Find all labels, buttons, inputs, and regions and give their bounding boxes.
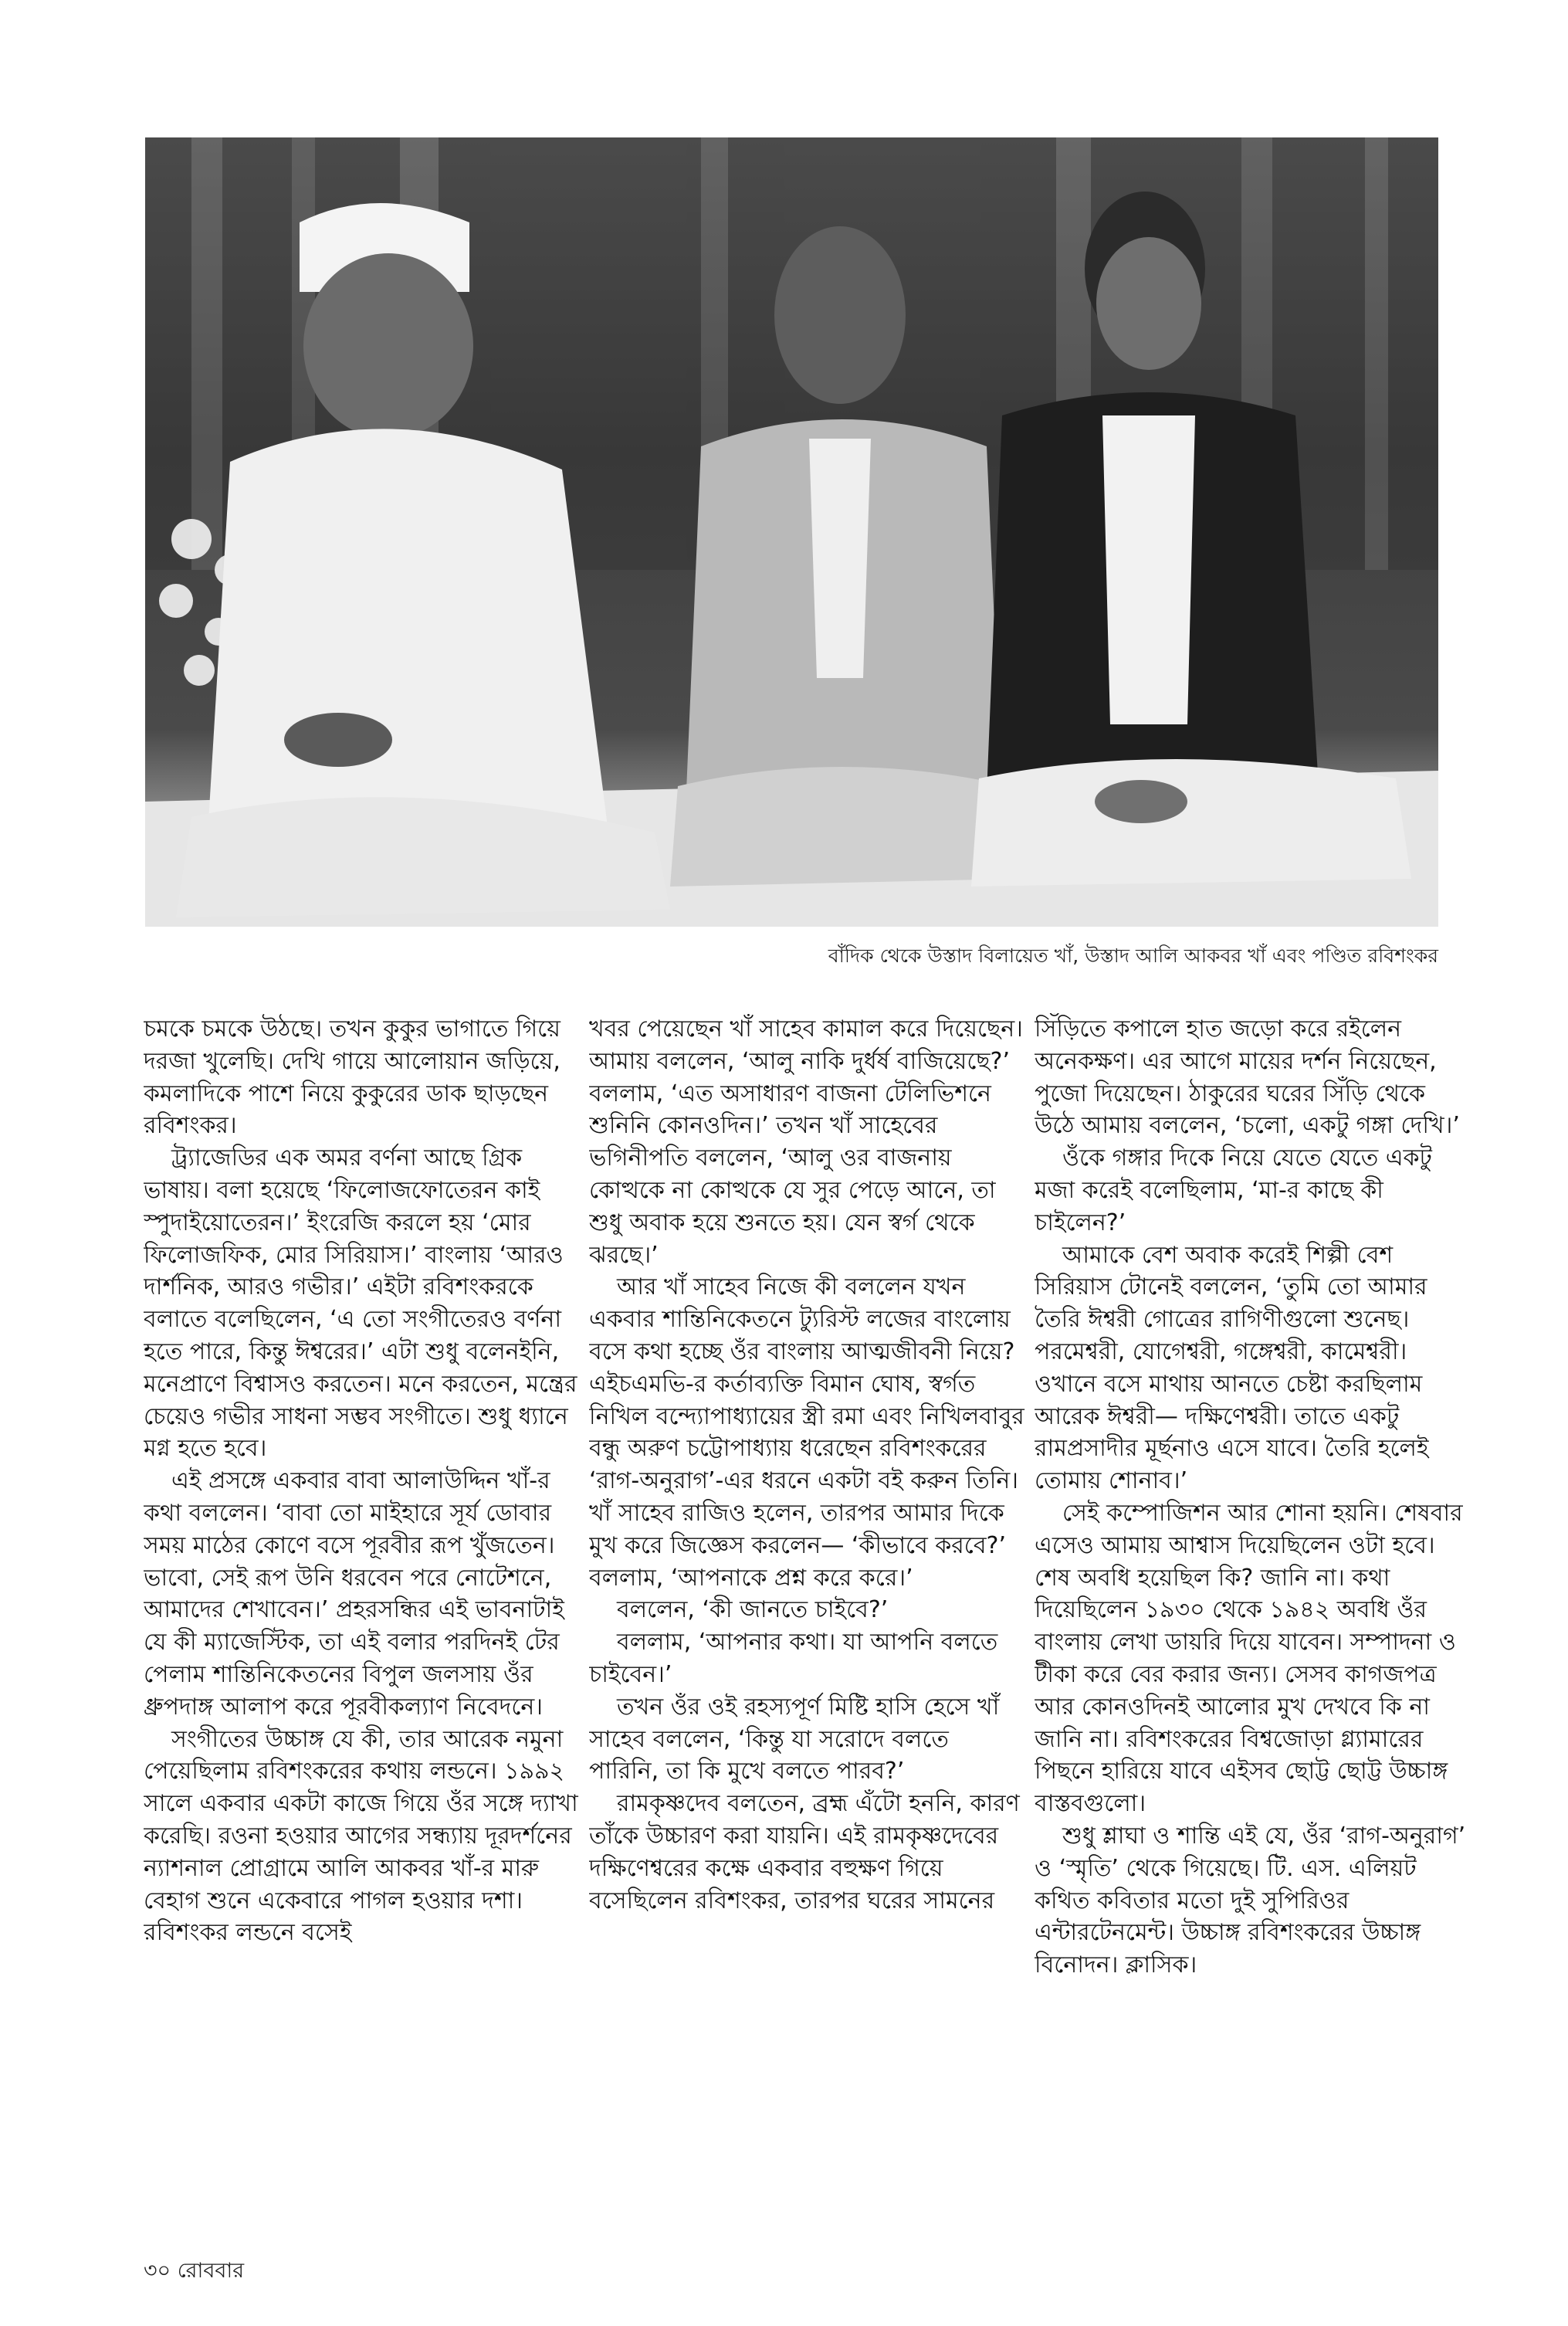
paragraph: বললেন, ‘কী জানতে চাইবে?’ bbox=[617, 1596, 889, 1624]
paragraph: সেই কম্পোজিশন আর শোনা হয়নি। শেষবার এসেও আমায় আশ্বাস দিয়েছিলেন ওটা হবে। শেষ অবধি হয়েছিল কি? জানি না। কথা দিয়েছিলেন ১৯৩০ থেকে ১৯৪২ অবধি ওঁর বাংলায় লেখা ডায়রি দিয়ে যাবেন। সম্পাদনা ও টীকা করে বের করার জন্য। সেসব কাগজপত্র আর কোনওদিনই আলোর মুখ দেখবে কি না জানি না। রবিশংকরের বিশ্বজোড়া গ্ল্যামারের পিছনে হারিয়ে যাবে এইসব ছোট্ট ছোট্ট উচ্চাঙ্গ বাস্তবগুলো। bbox=[1035, 1499, 1463, 1818]
photograph-three-musicians bbox=[145, 137, 1438, 927]
text-column-2 bbox=[589, 1013, 1025, 2218]
paragraph: তখন ওঁর ওই রহস্যপূর্ণ মিষ্টি হাসি হেসে খাঁ সাহেব বললেন, ‘কিন্তু যা সরোদে বলতে পারিনি, তা কি মুখে বলতে পারব?’ bbox=[589, 1693, 1000, 1785]
photo-illustration bbox=[145, 137, 1438, 927]
paragraph: ট্র্যাজেডির এক অমর বর্ণনা আছে গ্রিক ভাষায়। বলা হয়েছে ‘ফিলোজফোতেরন কাই স্পুদাইয়োতেরন।’ ইংরেজি করলে হয় ‘মোর ফিলোজফিক, মোর সিরিয়াস।’ বাংলায় ‘আরও দার্শনিক, আরও গভীর।’ এইটা রবিশংকরকে বলাতে বলেছিলেন, ‘এ তো সংগীতেরও বর্ণনা হতে পারে, কিন্তু ঈশ্বরের।’ এটা শুধু বলেনইনি, মনেপ্রাণে বিশ্বাসও করতেন। মনে করতেন, মন্ত্রের চেয়েও গভীর সাধনা সম্ভব সংগীতে। শুধু ধ্যানে মগ্ন হতে হবে। bbox=[144, 1144, 577, 1463]
paragraph: সিঁড়িতে কপালে হাত জড়ো করে রইলেন অনেকক্ষণ। এর আগে মায়ের দর্শন নিয়েছেন, পুজো দিয়েছেন। ঠাকুরের ঘরের সিঁড়ি থেকে উঠে আমায় বললেন, ‘চলো, একটু গঙ্গা দেখি।’ bbox=[1035, 1016, 1460, 1140]
paragraph: চমকে চমকে উঠছে। তখন কুকুর ভাগাতে গিয়ে দরজা খুলেছি। দেখি গায়ে আলোয়ান জড়িয়ে, কমলাদিকে পাশে নিয়ে কুকুরের ডাক ছাড়ছেন রবিশংকর। bbox=[144, 1016, 560, 1140]
paragraph: আর খাঁ সাহেব নিজে কী বললেন যখন একবার শান্তিনিকেতনে ট্যুরিস্ট লজের বাংলোয় বসে কথা হচ্ছে ওঁর বাংলায় আত্মজীবনী নিয়ে? এইচএমভি-র কর্তাব্যক্তি বিমান ঘোষ, স্বর্গত নিখিল বন্দ্যোপাধ্যায়ের স্ত্রী রমা এবং নিখিলবাবুর বন্ধু অরুণ চট্টোপাধ্যায় ধরেছেন রবিশংকরের ‘রাগ-অনুরাগ’-এর ধরনে একটা বই করুন তিনি। খাঁ সাহেব রাজিও হলেন, তারপর আমার দিকে মুখ করে জিজ্ঞেস করলেন— ‘কীভাবে করবে?’ বললাম, ‘আপনাকে প্রশ্ন করে করে।’ bbox=[589, 1273, 1024, 1592]
text-column-3 bbox=[1035, 1013, 1471, 2218]
page-folio: ৩০ রোববার bbox=[144, 2259, 245, 2283]
text-column-1 bbox=[144, 1013, 580, 2218]
paragraph: এই প্রসঙ্গে একবার বাবা আলাউদ্দিন খাঁ-র কথা বললেন। ‘বাবা তো মাইহারে সূর্য ডোবার সময় মাঠের কোণে বসে পূরবীর রূপ খুঁজতেন। ভাবো, সেই রূপ উনি ধরবেন পরে নোটেশনে, আমাদের শেখাবেন।’ প্রহরসন্ধির এই ভাবনাটাই যে কী ম্যাজেস্টিক, তা এই বলার পরদিনই টের পেলাম শান্তিনিকেতনের বিপুল জলসায় ওঁর ধ্রুপদাঙ্গ আলাপ করে পূরবীকল্যাণ নিবেদনে। bbox=[144, 1467, 564, 1721]
paragraph: আমাকে বেশ অবাক করেই শিল্পী বেশ সিরিয়াস টোনেই বললেন, ‘তুমি তো আমার তৈরি ঈশ্বরী গোত্রের রাগিণীগুলো শুনেছ। পরমেশ্বরী, যোগেশ্বরী, গঙ্গেশ্বরী, কামেশ্বরী। ওখানে বসে মাথায় আনতে চেষ্টা করছিলাম আরেক ঈশ্বরী— দক্ষিণেশ্বরী। তাতে একটু রামপ্রসাদীর মূর্ছনাও এসে যাবে। তৈরি হলেই তোমায় শোনাব।’ bbox=[1035, 1241, 1429, 1495]
paragraph: খবর পেয়েছেন খাঁ সাহেব কামাল করে দিয়েছেন। আমায় বললেন, ‘আলু নাকি দুর্ধর্ষ বাজিয়েছে?’ বললাম, ‘এত অসাধারণ বাজনা টেলিভিশনে শুনিনি কোনওদিন।’ তখন খাঁ সাহেবের ভগিনীপতি বললেন, ‘আলু ওর বাজনায় কোত্থকে না কোত্থকে যে সুর পেড়ে আনে, তা শুধু অবাক হয়ে শুনতে হয়। যেন স্বর্গ থেকে ঝরছে।’ bbox=[589, 1016, 1023, 1269]
paragraph: বললাম, ‘আপনার কথা। যা আপনি বলতে চাইবেন।’ bbox=[589, 1629, 998, 1688]
paragraph: রামকৃষ্ণদেব বলতেন, ব্রহ্ম এঁটো হননি, কারণ তাঁকে উচ্চারণ করা যায়নি। এই রামকৃষ্ণদেবের দক্ষিণেশ্বরের কক্ষে একবার বহুক্ষণ গিয়ে বসেছিলেন রবিশংকর, তারপর ঘরের সামনের bbox=[589, 1790, 1020, 1914]
paragraph: শুধু শ্লাঘা ও শান্তি এই যে, ওঁর ‘রাগ-অনুরাগ’ ও ‘স্মৃতি’ থেকে গিয়েছে। টি. এস. এলিয়ট কথিত কবিতার মতো দুই সুপিরিওর এন্টারটেনমেন্ট। উচ্চাঙ্গ রবিশংকরের উচ্চাঙ্গ বিনোদন। ক্লাসিক। bbox=[1035, 1822, 1466, 1979]
paragraph: সংগীতের উচ্চাঙ্গ যে কী, তার আরেক নমুনা পেয়েছিলাম রবিশংকরের কথায় লন্ডনে। ১৯৯২ সালে একবার একটা কাজে গিয়ে ওঁর সঙ্গে দ্যাখা করেছি। রওনা হওয়ার আগের সন্ধ্যায় দূরদর্শনের ন্যাশনাল প্রোগ্রামে আলি আকবর খাঁ-র মারু বেহাগ শুনে একেবারে পাগল হওয়ার দশা। রবিশংকর লন্ডনে বসেই bbox=[144, 1725, 578, 1947]
paragraph: ওঁকে গঙ্গার দিকে নিয়ে যেতে যেতে একটু মজা করেই বলেছিলাম, ‘মা-র কাছে কী চাইলেন?’ bbox=[1035, 1144, 1432, 1236]
photo-caption: বাঁদিক থেকে উস্তাদ বিলায়েত খাঁ, উস্তাদ আলি আকবর খাঁ এবং পণ্ডিত রবিশংকর bbox=[828, 944, 1438, 967]
